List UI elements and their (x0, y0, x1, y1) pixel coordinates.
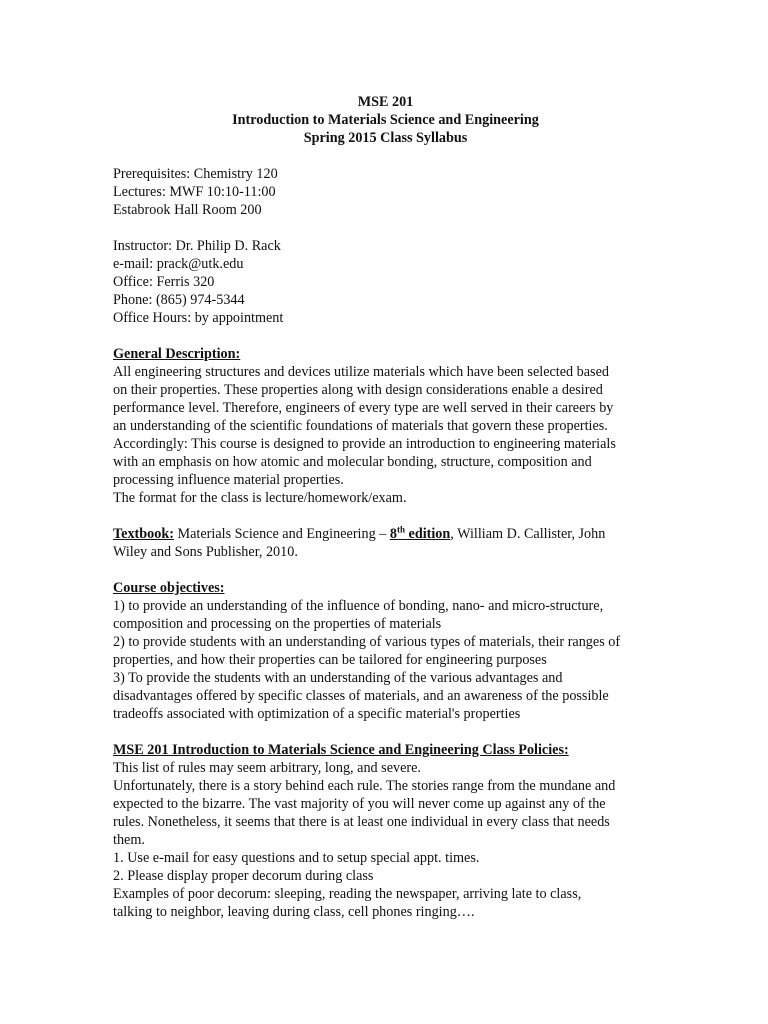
phone-line: Phone: (865) 974-5344 (113, 292, 245, 308)
textbook-authors: , William D. Callister, John (450, 526, 606, 542)
policy-line: expected to the bizarre. The vast majority of you will never come up against any of the (113, 796, 606, 812)
general-description-heading: General Description: (113, 346, 241, 362)
objective-line: 1) to provide an understanding of the influence of bonding, nano- and micro-structure, (113, 598, 604, 614)
office-line: Office: Ferris 320 (113, 274, 215, 290)
lectures-line: Lectures: MWF 10:10-11:00 (113, 184, 276, 200)
textbook-publisher-line: Wiley and Sons Publisher, 2010. (113, 544, 298, 560)
textbook-edition: 8th edition (389, 524, 451, 542)
policy-line: rules. Nonetheless, it seems that there is at least one individual in every class that needs (113, 814, 610, 830)
textbook-title: Materials Science and Engineering – (173, 526, 390, 542)
paragraph-line: All engineering structures and devices utilize materials which have been selected based (113, 364, 609, 380)
course-objectives-heading: Course objectives: (113, 580, 225, 596)
syllabus-header (113, 93, 658, 147)
email-line: e-mail: prack@utk.edu (113, 256, 244, 272)
policy-line: This list of rules may seem arbitrary, long, and severe. (113, 760, 421, 776)
instructor-block (113, 237, 658, 327)
course-title: Introduction to Materials Science and Engineering (232, 112, 539, 128)
textbook-heading: Textbook: (113, 526, 174, 542)
policy-line: Examples of poor decorum: sleeping, reading the newspaper, arriving late to class, (113, 886, 582, 902)
policy-line: Unfortunately, there is a story behind each rule. The stories range from the mundane and (113, 778, 616, 794)
class-policies-section (113, 741, 658, 921)
policy-line: 2. Please display proper decorum during class (113, 868, 374, 884)
objective-line: properties, and how their properties can be tailored for engineering purposes (113, 652, 547, 668)
textbook-section (113, 525, 658, 561)
policy-line: them. (113, 832, 145, 848)
paragraph-line: processing influence material properties. (113, 472, 344, 488)
objective-line: tradeoffs associated with optimization of a specific material's properties (113, 706, 521, 722)
logistics-block (113, 165, 658, 219)
syllabus-page (113, 93, 658, 921)
class-policies-heading: MSE 201 Introduction to Materials Science and Engineering Class Policies: (113, 742, 569, 758)
policy-line: talking to neighbor, leaving during class, cell phones ringing…. (113, 904, 475, 920)
location-line: Estabrook Hall Room 200 (113, 202, 262, 218)
general-description-section (113, 345, 658, 507)
paragraph-line: an understanding of the scientific foundations of materials that govern these properties. (113, 418, 608, 434)
policy-line: 1. Use e-mail for easy questions and to setup special appt. times. (113, 850, 480, 866)
prerequisites-line: Prerequisites: Chemistry 120 (113, 166, 278, 182)
course-code: MSE 201 (357, 94, 414, 110)
semester-title: Spring 2015 Class Syllabus (303, 130, 468, 146)
course-objectives-section (113, 579, 658, 723)
instructor-line: Instructor: Dr. Philip D. Rack (113, 238, 281, 254)
paragraph-line: performance level. Therefore, engineers of every type are well served in their careers by (113, 400, 614, 416)
objective-line: 3) To provide the students with an understanding of the various advantages and (113, 670, 563, 686)
paragraph-line: Accordingly: This course is designed to provide an introduction to engineering materials (113, 436, 616, 452)
objective-line: composition and processing on the properties of materials (113, 616, 442, 632)
office-hours-line: Office Hours: by appointment (113, 310, 284, 326)
paragraph-line: with an emphasis on how atomic and molecular bonding, structure, composition and (113, 454, 592, 470)
objective-line: 2) to provide students with an understanding of various types of materials, their ranges of (113, 634, 621, 650)
objective-line: disadvantages offered by specific classes of materials, and an awareness of the possible (113, 688, 609, 704)
paragraph-line: on their properties. These properties along with design considerations enable a desired (113, 382, 603, 398)
paragraph-line: The format for the class is lecture/homework/exam. (113, 490, 407, 506)
textbook-line (113, 525, 658, 543)
